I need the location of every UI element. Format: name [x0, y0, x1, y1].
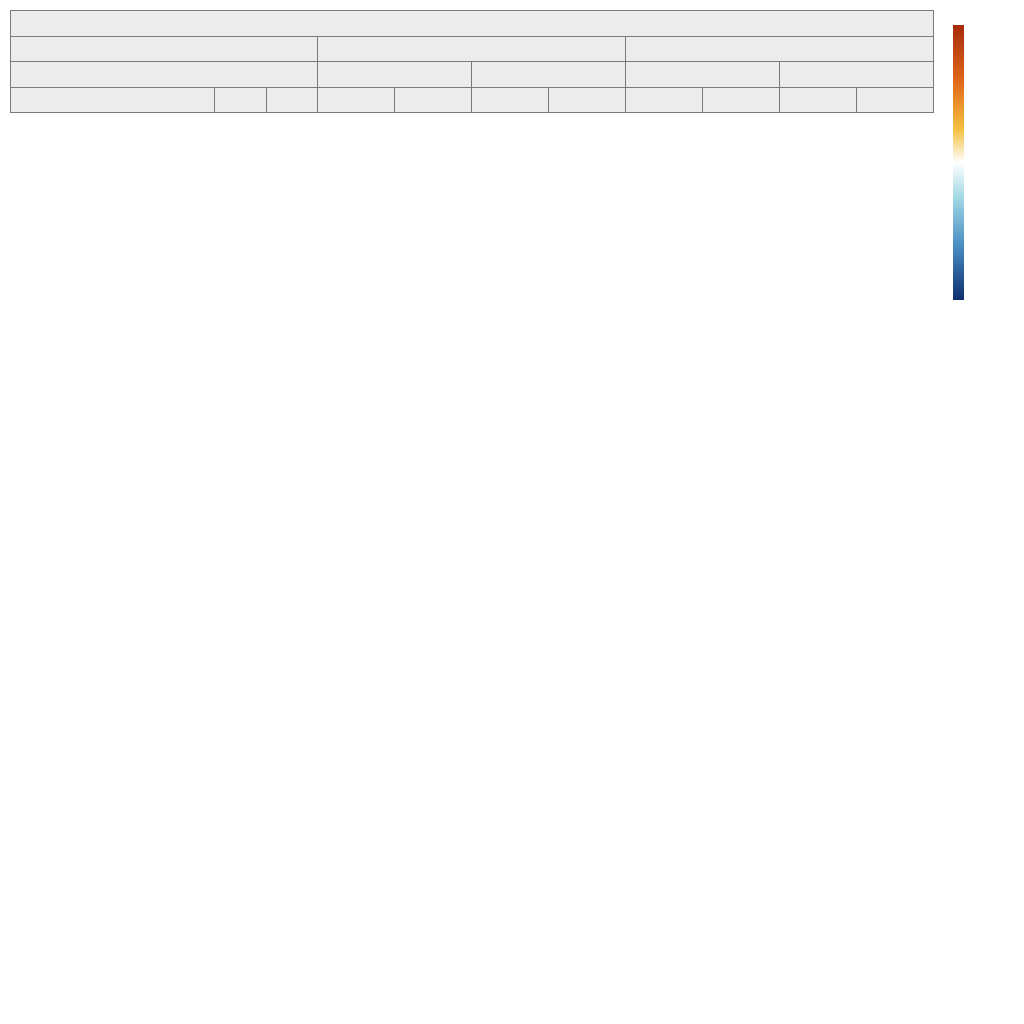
colorbar — [940, 10, 1010, 310]
average-header — [318, 36, 626, 62]
oblique1-header — [626, 87, 703, 113]
sd-high-mode-header — [780, 62, 934, 88]
oblique1-header — [780, 87, 857, 113]
date-range — [11, 36, 318, 62]
site-info-header — [11, 62, 318, 88]
table-title — [11, 11, 934, 37]
oblique2-header — [395, 87, 472, 113]
id-header — [215, 87, 267, 113]
oblique1-header — [472, 87, 549, 113]
statistics-table — [10, 10, 934, 113]
avg-high-mode-header — [472, 62, 626, 88]
avg-low-mode-header — [318, 62, 472, 88]
oblique2-header — [703, 87, 780, 113]
city-header — [11, 87, 215, 113]
colorbar-gradient — [953, 25, 964, 300]
freq-header — [267, 87, 318, 113]
oblique1-header — [318, 87, 395, 113]
oblique2-header — [857, 87, 934, 113]
sd-low-mode-header — [626, 62, 780, 88]
oblique2-header — [549, 87, 626, 113]
std-dev-header — [626, 36, 934, 62]
